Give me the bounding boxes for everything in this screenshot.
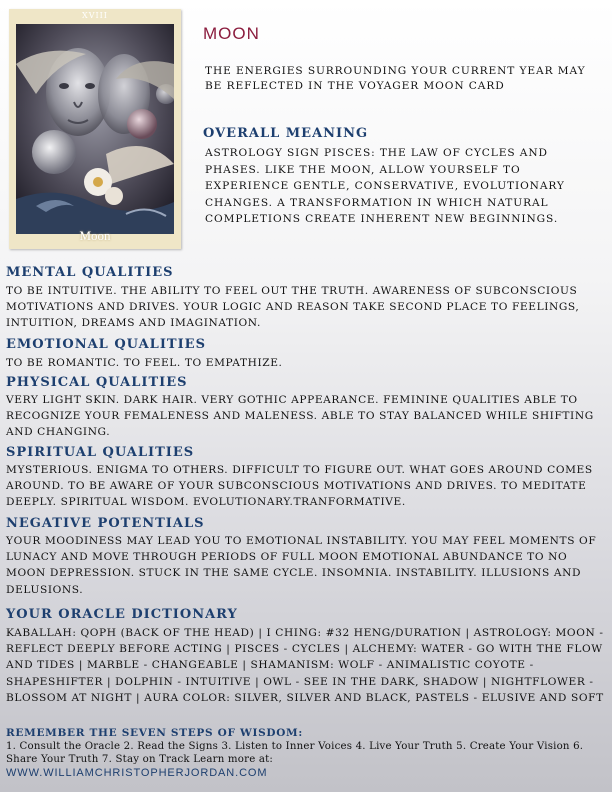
intro-text: THE ENERGIES SURROUNDING YOUR CURRENT YEAR MAY BE REFLECTED IN THE VOYAGER MOON CARD xyxy=(205,65,586,92)
negative-potentials-text: YOUR MOODINESS MAY LEAD YOU TO EMOTIONAL INSTABILITY. YOU MAY FEEL MOMENTS OF LUNACY AND MOVE THROUGH PERIODS OF FULL MOON EMOTIONAL ABUNDANCE TO NO MOON DEPRESSION. STUCK IN THE SAME CYCLE. INSOMNIA. INSTABILITY. ILLUSIONS AND DELUSIONS. xyxy=(6,535,597,596)
moon-tarot-card-image xyxy=(9,9,181,249)
seven-steps-heading: REMEMBER THE SEVEN STEPS OF WISDOM: xyxy=(6,727,303,739)
spiritual-qualities-heading: SPIRITUAL QUALITIES xyxy=(6,445,195,460)
mental-qualities-heading: MENTAL QUALITIES xyxy=(6,265,174,280)
overall-meaning-heading: OVERALL MEANING xyxy=(203,126,369,141)
spiritual-qualities-text: MYSTERIOUS. ENIGMA TO OTHERS. DIFFICULT TO FIGURE OUT. WHAT GOES AROUND COMES AROUND. TO BE AWARE OF YOUR SUBCONSCIOUS MOTIVATIONS AND DRIVES. TO MEDITATE DEEPLY. SPIRITUAL WISDOM. EVOLUTIONARY.TRANFORMATIVE. xyxy=(6,464,593,509)
moon-collage-art xyxy=(16,24,174,234)
emotional-qualities-heading: EMOTIONAL QUALITIES xyxy=(6,337,206,352)
page-title: MOON xyxy=(203,24,260,43)
overall-meaning-text: ASTROLOGY SIGN PISCES: THE LAW OF CYCLES AND PHASES. LIKE THE MOON, ALLOW YOURSELF TO EXPERIENCE GENTLE, CONSERVATIVE, EVOLUTIONARY CHANGES. A TRANSFORMATION IN WHICH NATURAL COMPLETIONS CREATE INHERENT NEW BEGINNINGS. xyxy=(205,147,565,226)
seven-steps-text: 1. Consult the Oracle 2. Read the Signs 3. Listen to Inner Voices 4. Live Your Truth 5. Create Your Vision 6. Share Your Truth 7. Stay on Track Learn more at: xyxy=(6,741,584,765)
physical-qualities-text: VERY LIGHT SKIN. DARK HAIR. VERY GOTHIC APPEARANCE. FEMININE QUALITIES ABLE TO RECOGNIZE YOUR FEMALENESS AND MALENESS. ABLE TO STAY BALANCED WHILE SHIFTING AND CHANGING. xyxy=(6,394,594,439)
physical-qualities-heading: PHYSICAL QUALITIES xyxy=(6,375,188,390)
website-link[interactable]: WWW.WILLIAMCHRISTOPHERJORDAN.COM xyxy=(6,767,268,779)
card-number: XVIII xyxy=(82,11,108,20)
emotional-qualities-text: TO BE ROMANTIC. TO FEEL. TO EMPATHIZE. xyxy=(6,357,283,369)
mental-qualities-text: TO BE INTUITIVE. THE ABILITY TO FEEL OUT THE TRUTH. AWARENESS OF SUBCONSCIOUS MOTIVATIONS AND DRIVES. YOUR LOGIC AND REASON TAKE SECOND PLACE TO FEELINGS, INTUITION, DREAMS AND IMAGINATION. xyxy=(6,285,580,330)
card-artwork xyxy=(16,24,174,234)
oracle-dictionary-text: KABALLAH: QOPH (BACK OF THE HEAD) | I CHING: #32 HENG/DURATION | ASTROLOGY: MOON - REFLECT DEEPLY BEFORE ACTING | PISCES - CYCLES | ALCHEMY: WATER - GO WITH THE FLOW AND TIDES | MARBLE - CHANGEABLE | SHAMANISM: WOLF - ANIMALISTIC COYOTE - SHAPESHIFTER | DOLPHIN - INTUITIVE | OWL - SEE IN THE DARK, SHADOW | NIGHTFLOWER - BLOSSOM AT NIGHT | AURA COLOR: SILVER, SILVER AND BLACK, PASTELS - ELUSIVE AND SOFT xyxy=(6,627,604,704)
negative-potentials-heading: NEGATIVE POTENTIALS xyxy=(6,516,205,531)
oracle-dictionary-heading: YOUR ORACLE DICTIONARY xyxy=(6,607,238,622)
card-name: Moon xyxy=(79,228,111,243)
